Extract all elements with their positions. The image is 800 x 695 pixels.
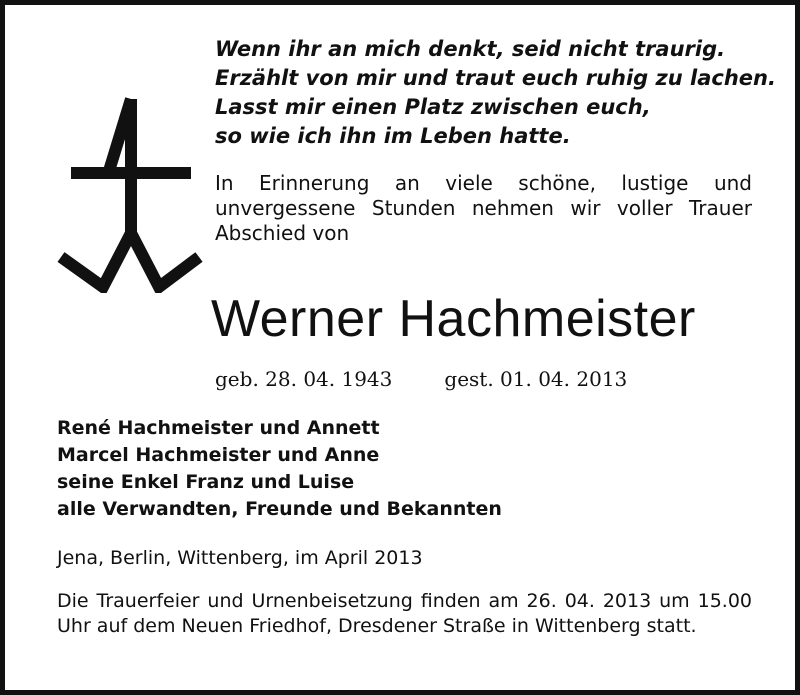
- mourner-line: Marcel Hachmeister und Anne: [57, 444, 380, 466]
- poem-line: Erzählt von mir und traut euch ruhig zu lachen.: [215, 66, 776, 90]
- mourner-line: seine Enkel Franz und Luise: [57, 471, 355, 493]
- death-date: gest. 01. 04. 2013: [444, 367, 628, 391]
- poem: [215, 35, 775, 151]
- birth-date: geb. 28. 04. 1943: [215, 367, 393, 391]
- mourner-line: René Hachmeister und Annett: [57, 417, 380, 439]
- mourners-list: [57, 415, 757, 523]
- poem-line: Lasst mir einen Platz zwischen euch,: [215, 95, 651, 119]
- life-rune-icon: [51, 93, 203, 293]
- intro-text: In Erinnerung an viele schöne, lustige und unvergessene Stunden nehmen wir voller Trauer Abschied von: [215, 171, 752, 245]
- service-details: Die Trauerfeier und Urnenbeisetzung finden am 26. 04. 2013 um 15.00 Uhr auf dem Neuen Friedhof, Dresdener Straße in Wittenberg statt.: [57, 590, 752, 637]
- life-dates: [215, 365, 755, 393]
- place-date: Jena, Berlin, Wittenberg, im April 2013: [57, 547, 423, 569]
- poem-line: so wie ich ihn im Leben hatte.: [215, 124, 571, 148]
- mourner-line: alle Verwandten, Freunde und Bekannten: [57, 498, 502, 520]
- deceased-name: Werner Hachmeister: [211, 290, 696, 348]
- poem-line: Wenn ihr an mich denkt, seid nicht traurig.: [215, 37, 726, 61]
